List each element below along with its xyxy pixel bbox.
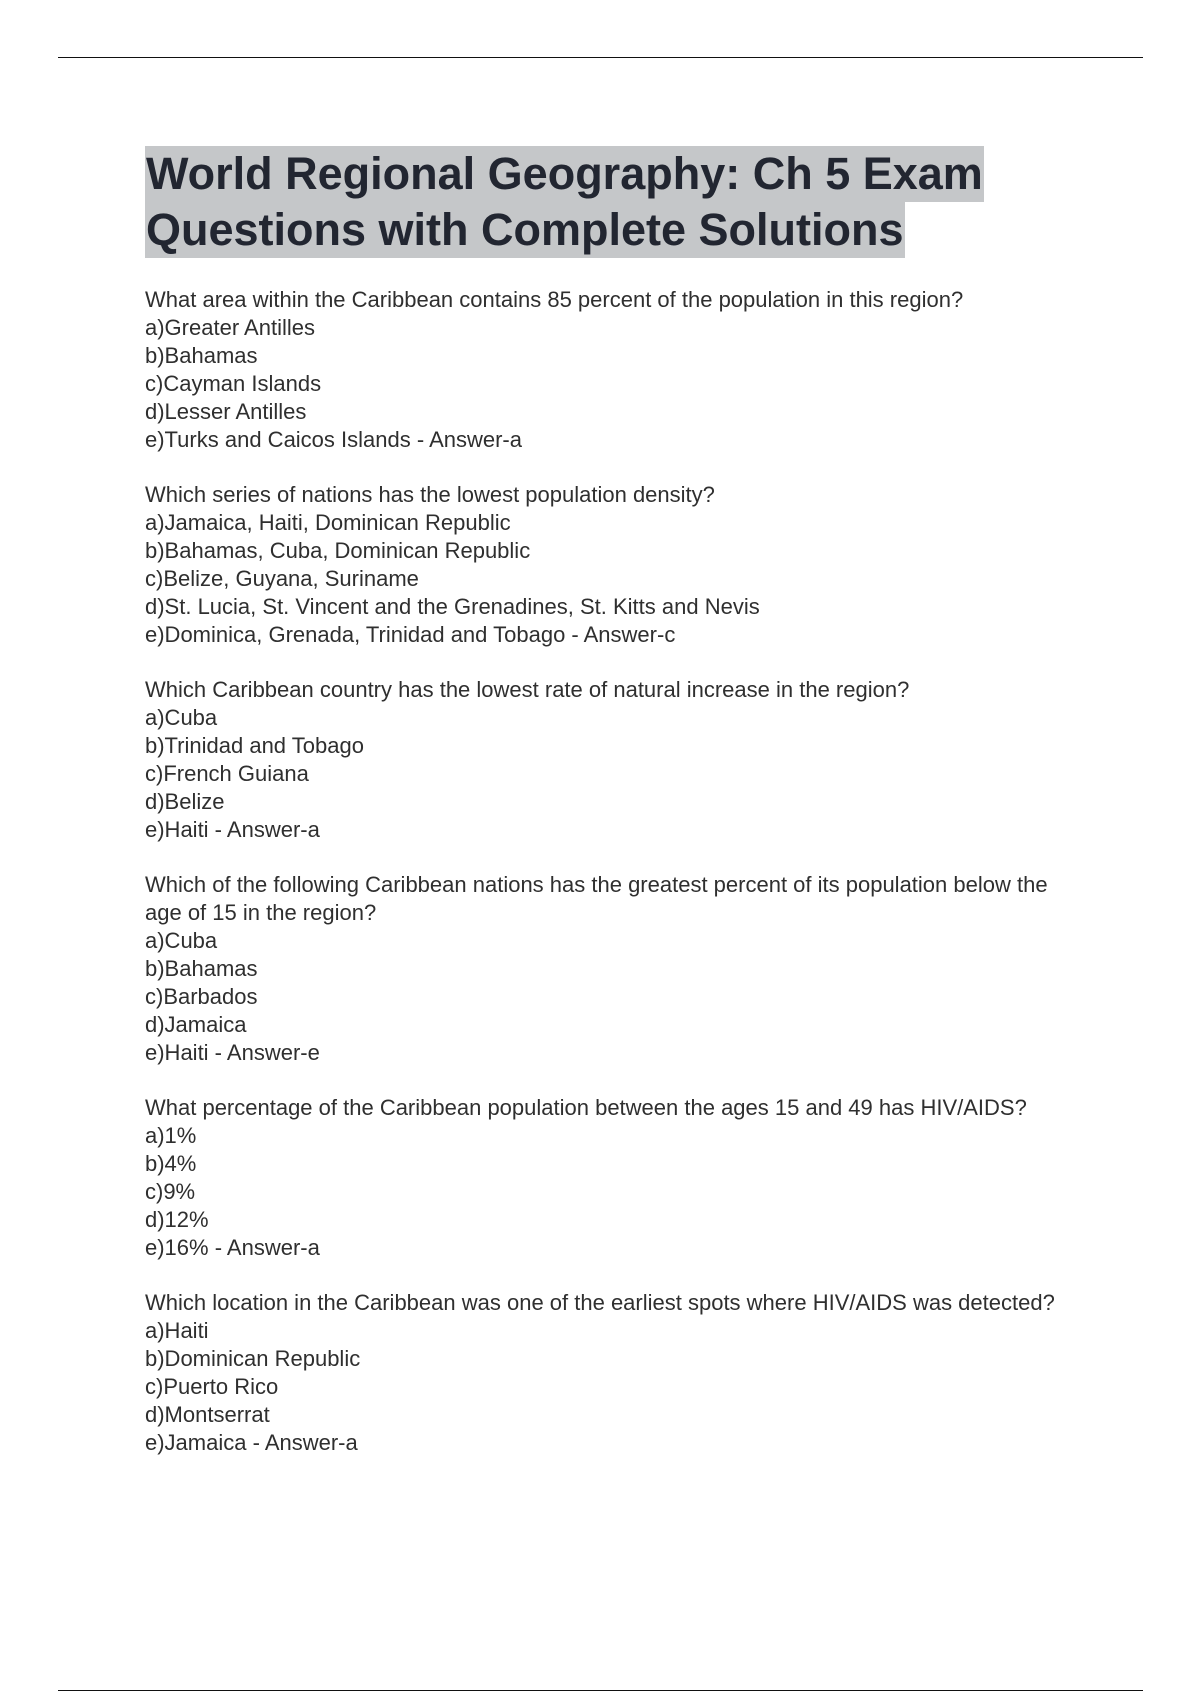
question-text: Which location in the Caribbean was one of the earliest spots where HIV/AIDS was detected?: [145, 1290, 1055, 1315]
question-list: [145, 286, 1065, 1457]
answer-option: b)Dominican Republic: [145, 1346, 361, 1371]
answer-option: e)Jamaica - Answer-a: [145, 1430, 358, 1455]
answer-option: d)Belize: [145, 789, 225, 814]
question-item: [145, 871, 1065, 1067]
answer-option: e)Dominica, Grenada, Trinidad and Tobago - Answer-c: [145, 622, 676, 647]
question-text: Which series of nations has the lowest population density?: [145, 482, 715, 507]
answer-option: b)4%: [145, 1151, 197, 1176]
answer-option: c)9%: [145, 1179, 196, 1204]
answer-option: c)Cayman Islands: [145, 371, 322, 396]
answer-option: e)Haiti - Answer-a: [145, 817, 320, 842]
answer-option: d)12%: [145, 1207, 209, 1232]
title-line: Questions with Complete Solutions: [145, 202, 905, 258]
document-title: [145, 146, 1065, 258]
answer-option: a)Jamaica, Haiti, Dominican Republic: [145, 510, 511, 535]
answer-option: e)Haiti - Answer-e: [145, 1040, 320, 1065]
answer-option: d)Jamaica: [145, 1012, 247, 1037]
answer-option: c)Puerto Rico: [145, 1374, 279, 1399]
answer-option: c)French Guiana: [145, 761, 309, 786]
document-page: [145, 146, 1065, 1484]
question-item: [145, 481, 1065, 649]
question-item: [145, 286, 1065, 454]
answer-option: c)Barbados: [145, 984, 258, 1009]
question-text: Which Caribbean country has the lowest rate of natural increase in the region?: [145, 677, 910, 702]
answer-option: a)Greater Antilles: [145, 315, 315, 340]
answer-option: d)St. Lucia, St. Vincent and the Grenadines, St. Kitts and Nevis: [145, 594, 760, 619]
answer-option: b)Trinidad and Tobago: [145, 733, 364, 758]
answer-option: d)Lesser Antilles: [145, 399, 307, 424]
question-text: Which of the following Caribbean nations has the greatest percent of its population below the age of 15 in the region?: [145, 872, 1048, 925]
title-line: World Regional Geography: Ch 5 Exam: [145, 146, 984, 202]
question-item: [145, 676, 1065, 844]
answer-option: e)16% - Answer-a: [145, 1235, 320, 1260]
footer-rule: [58, 1690, 1143, 1691]
answer-option: a)Cuba: [145, 705, 218, 730]
question-text: What area within the Caribbean contains 85 percent of the population in this region?: [145, 287, 964, 312]
header-rule: [58, 57, 1143, 58]
answer-option: d)Montserrat: [145, 1402, 270, 1427]
answer-option: b)Bahamas: [145, 343, 258, 368]
answer-option: b)Bahamas: [145, 956, 258, 981]
answer-option: b)Bahamas, Cuba, Dominican Republic: [145, 538, 531, 563]
answer-option: e)Turks and Caicos Islands - Answer-a: [145, 427, 522, 452]
answer-option: a)1%: [145, 1123, 197, 1148]
question-item: [145, 1289, 1065, 1457]
answer-option: a)Haiti: [145, 1318, 209, 1343]
question-text: What percentage of the Caribbean population between the ages 15 and 49 has HIV/AIDS?: [145, 1095, 1027, 1120]
question-item: [145, 1094, 1065, 1262]
answer-option: a)Cuba: [145, 928, 218, 953]
answer-option: c)Belize, Guyana, Suriname: [145, 566, 419, 591]
